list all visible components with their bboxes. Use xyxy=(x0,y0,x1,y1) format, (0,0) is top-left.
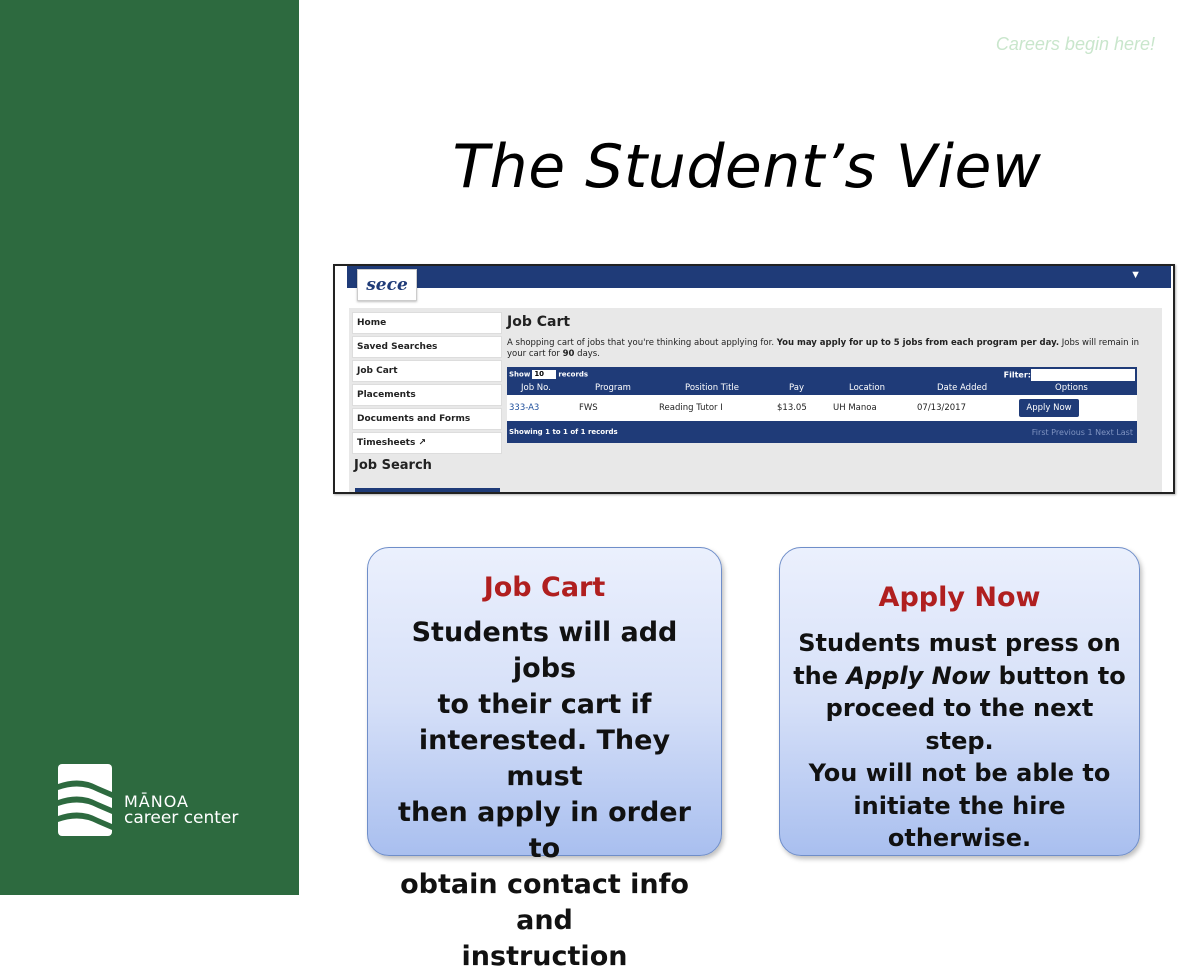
date-added-cell: 07/13/2017 xyxy=(917,403,966,413)
callout-line: instruction xyxy=(461,941,628,972)
left-green-band xyxy=(0,0,299,895)
job-cart-callout-body xyxy=(368,615,721,975)
showing-records-info: Showing 1 to 1 of 1 records xyxy=(509,428,618,436)
callout-line: otherwise. xyxy=(887,824,1032,852)
desc-end: days. xyxy=(574,349,600,359)
show-records-control xyxy=(509,370,588,379)
callout-text: button to xyxy=(990,661,1126,690)
callout-emphasis: Apply Now xyxy=(846,661,991,690)
table-row xyxy=(507,395,1137,421)
dropdown-caret-icon[interactable]: ▼ xyxy=(1130,269,1141,281)
slide-title: The Student’s View xyxy=(452,132,1042,202)
nav-search-bar xyxy=(355,488,500,494)
nav-item-documents-and-forms[interactable]: Documents and Forms xyxy=(352,408,502,430)
filter-input[interactable] xyxy=(1031,369,1135,381)
column-header-position-title[interactable]: Position Title xyxy=(685,383,740,393)
job-number-link[interactable]: 333-A3 xyxy=(509,403,540,413)
callout-line: obtain contact info and xyxy=(400,869,689,936)
records-per-page-select[interactable]: 10 xyxy=(532,370,556,379)
show-label: Show xyxy=(509,370,531,379)
column-header-location[interactable]: Location xyxy=(849,383,885,393)
nav-item-placements[interactable]: Placements xyxy=(352,384,502,406)
job-cart-callout-title: Job Cart xyxy=(483,572,606,603)
manoa-career-center-logo xyxy=(58,764,258,838)
career-center-logo-icon xyxy=(58,764,114,836)
sece-logo[interactable]: sece xyxy=(357,269,417,301)
job-cart-panel xyxy=(507,310,1144,443)
column-header-pay[interactable]: Pay xyxy=(789,383,804,393)
callout-line: to their cart if xyxy=(437,689,652,720)
job-cart-callout xyxy=(367,547,722,972)
apply-now-button[interactable]: Apply Now xyxy=(1019,399,1079,417)
callout-line: initiate the hire xyxy=(853,791,1066,820)
column-header-date-added[interactable]: Date Added xyxy=(937,383,988,393)
job-cart-description xyxy=(507,338,1144,360)
callout-line: proceed to the next step. xyxy=(825,694,1094,755)
table-header-row xyxy=(507,383,1137,395)
records-label: records xyxy=(558,370,589,379)
column-header-program[interactable]: Program xyxy=(595,383,631,393)
apply-now-callout-body xyxy=(780,627,1139,855)
apply-now-callout-title: Apply Now xyxy=(878,582,1041,613)
callout-line: Students must press on xyxy=(798,629,1121,657)
logo-text-career-center: career center xyxy=(124,808,239,828)
pagination[interactable]: First Previous 1 Next Last xyxy=(1031,428,1133,437)
nav-item-job-cart[interactable]: Job Cart xyxy=(352,360,502,382)
column-header-options[interactable]: Options xyxy=(1055,383,1088,393)
app-sidebar-nav xyxy=(352,312,502,473)
table-controls xyxy=(507,367,1137,383)
location-cell: UH Manoa xyxy=(833,403,877,413)
program-cell: FWS xyxy=(579,403,598,413)
logo-text-manoa: MĀNOA xyxy=(124,792,189,811)
callout-text: the xyxy=(793,661,847,690)
desc-days: 90 xyxy=(562,349,575,359)
table-footer xyxy=(507,421,1137,443)
apply-now-callout xyxy=(779,547,1140,856)
app-top-bar xyxy=(347,266,1171,288)
desc-pre: A shopping cart of jobs that you're thinking about applying for. xyxy=(507,338,777,348)
pay-cell: $13.05 xyxy=(777,403,807,413)
nav-item-timesheets[interactable]: Timesheets ↗ xyxy=(352,432,502,454)
callout-line: then apply in order to xyxy=(398,797,691,864)
callout-line: Students will add jobs xyxy=(411,617,678,684)
nav-item-saved-searches[interactable]: Saved Searches xyxy=(352,336,502,358)
job-cart-table xyxy=(507,367,1137,443)
nav-section-job-search: Job Search xyxy=(354,458,432,473)
position-cell: Reading Tutor I xyxy=(659,403,723,413)
tagline: Careers begin here! xyxy=(995,34,1155,54)
job-cart-heading: Job Cart xyxy=(507,314,571,330)
column-header-job-no[interactable]: Job No. xyxy=(521,383,551,393)
callout-line: interested. They must xyxy=(418,725,671,792)
nav-item-home[interactable]: Home xyxy=(352,312,502,334)
filter-control xyxy=(1004,369,1135,381)
callout-line xyxy=(790,660,1129,693)
desc-post: Jobs will remain in your cart for xyxy=(507,338,1139,359)
embedded-screenshot xyxy=(333,264,1175,494)
filter-label: Filter: xyxy=(1003,370,1031,380)
callout-line: You will not be able to xyxy=(808,759,1111,787)
desc-bold: You may apply for up to 5 jobs from each program per day. xyxy=(776,338,1060,348)
